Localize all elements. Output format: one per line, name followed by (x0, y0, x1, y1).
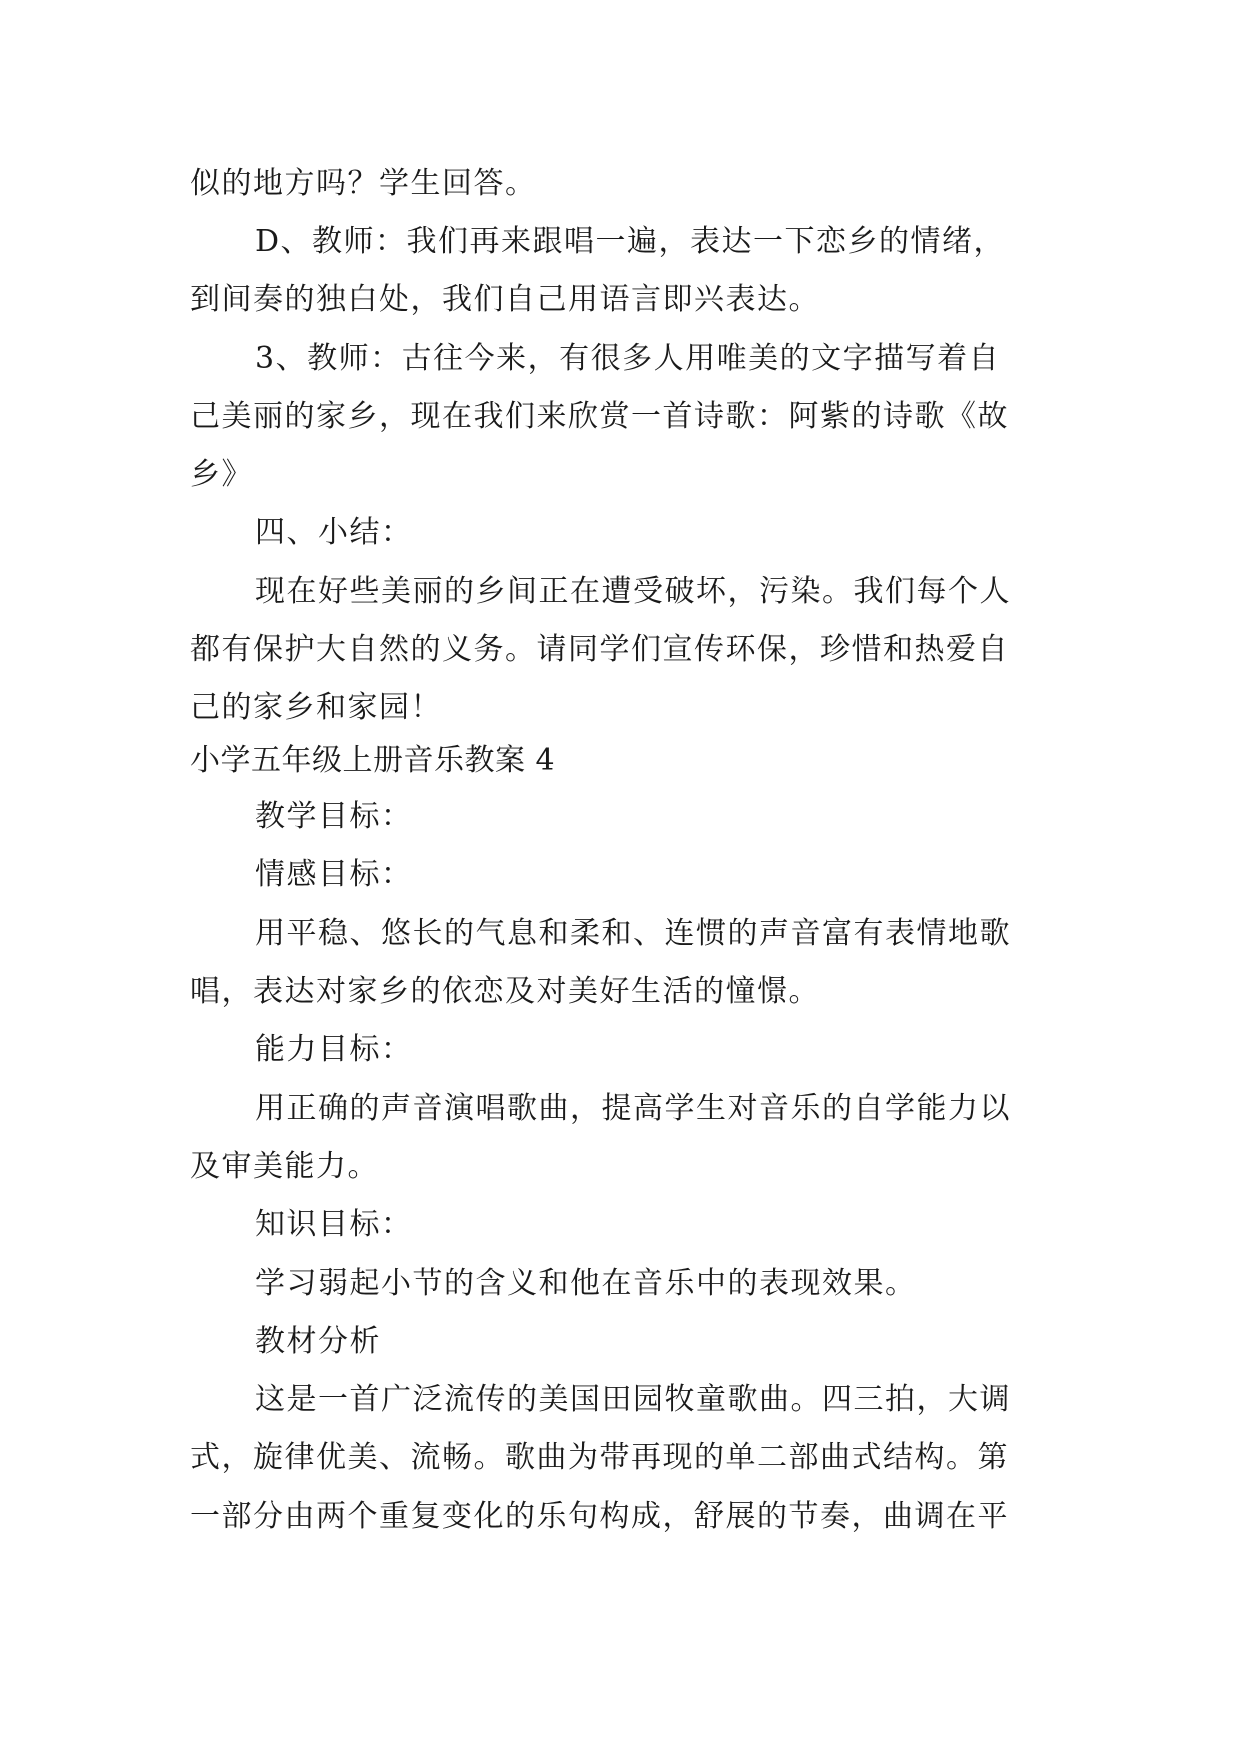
section-heading: 情感目标： (255, 857, 413, 892)
text-line: 这是一首广泛流传的美国田园牧童歌曲。四三拍，大调 (255, 1382, 1011, 1417)
text-line: 似的地方吗？学生回答。 (190, 166, 537, 201)
text-line: 用正确的声音演唱歌曲，提高学生对音乐的自学能力以 (255, 1091, 1011, 1126)
section-heading: 教材分析 (255, 1324, 381, 1359)
text-line: 学习弱起小节的含义和他在音乐中的表现效果。 (255, 1266, 917, 1301)
section-heading: 教学目标： (255, 799, 413, 834)
text-line: 唱，表达对家乡的依恋及对美好生活的憧憬。 (190, 974, 820, 1009)
text-line: 现在好些美丽的乡间正在遭受破坏，污染。我们每个人 (255, 574, 1011, 609)
text-line: 到间奏的独白处，我们自己用语言即兴表达。 (190, 282, 820, 317)
lesson-title: 小学五年级上册音乐教案 4 (190, 743, 556, 778)
text-line: 己美丽的家乡，现在我们来欣赏一首诗歌：阿紫的诗歌《故 (190, 399, 1009, 434)
text-line: 都有保护大自然的义务。请同学们宣传环保，珍惜和热爱自 (190, 632, 1009, 667)
text-line: 用平稳、悠长的气息和柔和、连惯的声音富有表情地歌 (255, 916, 1011, 951)
text-line: D、教师：我们再来跟唱一遍，表达一下恋乡的情绪， (255, 224, 1006, 259)
text-line: 己的家乡和家园！ (190, 690, 442, 725)
section-heading: 能力目标： (255, 1032, 413, 1067)
text-line: 及审美能力。 (190, 1149, 379, 1184)
text-line: 乡》 (190, 457, 253, 492)
section-heading: 知识目标： (255, 1207, 413, 1242)
text-line: 一部分由两个重复变化的乐句构成，舒展的节奏，曲调在平 (190, 1499, 1009, 1534)
text-line: 3、教师：古往今来，有很多人用唯美的文字描写着自 (255, 341, 1001, 376)
text-line: 式，旋律优美、流畅。歌曲为带再现的单二部曲式结构。第 (190, 1440, 1009, 1475)
section-heading: 四、小结： (255, 515, 413, 550)
